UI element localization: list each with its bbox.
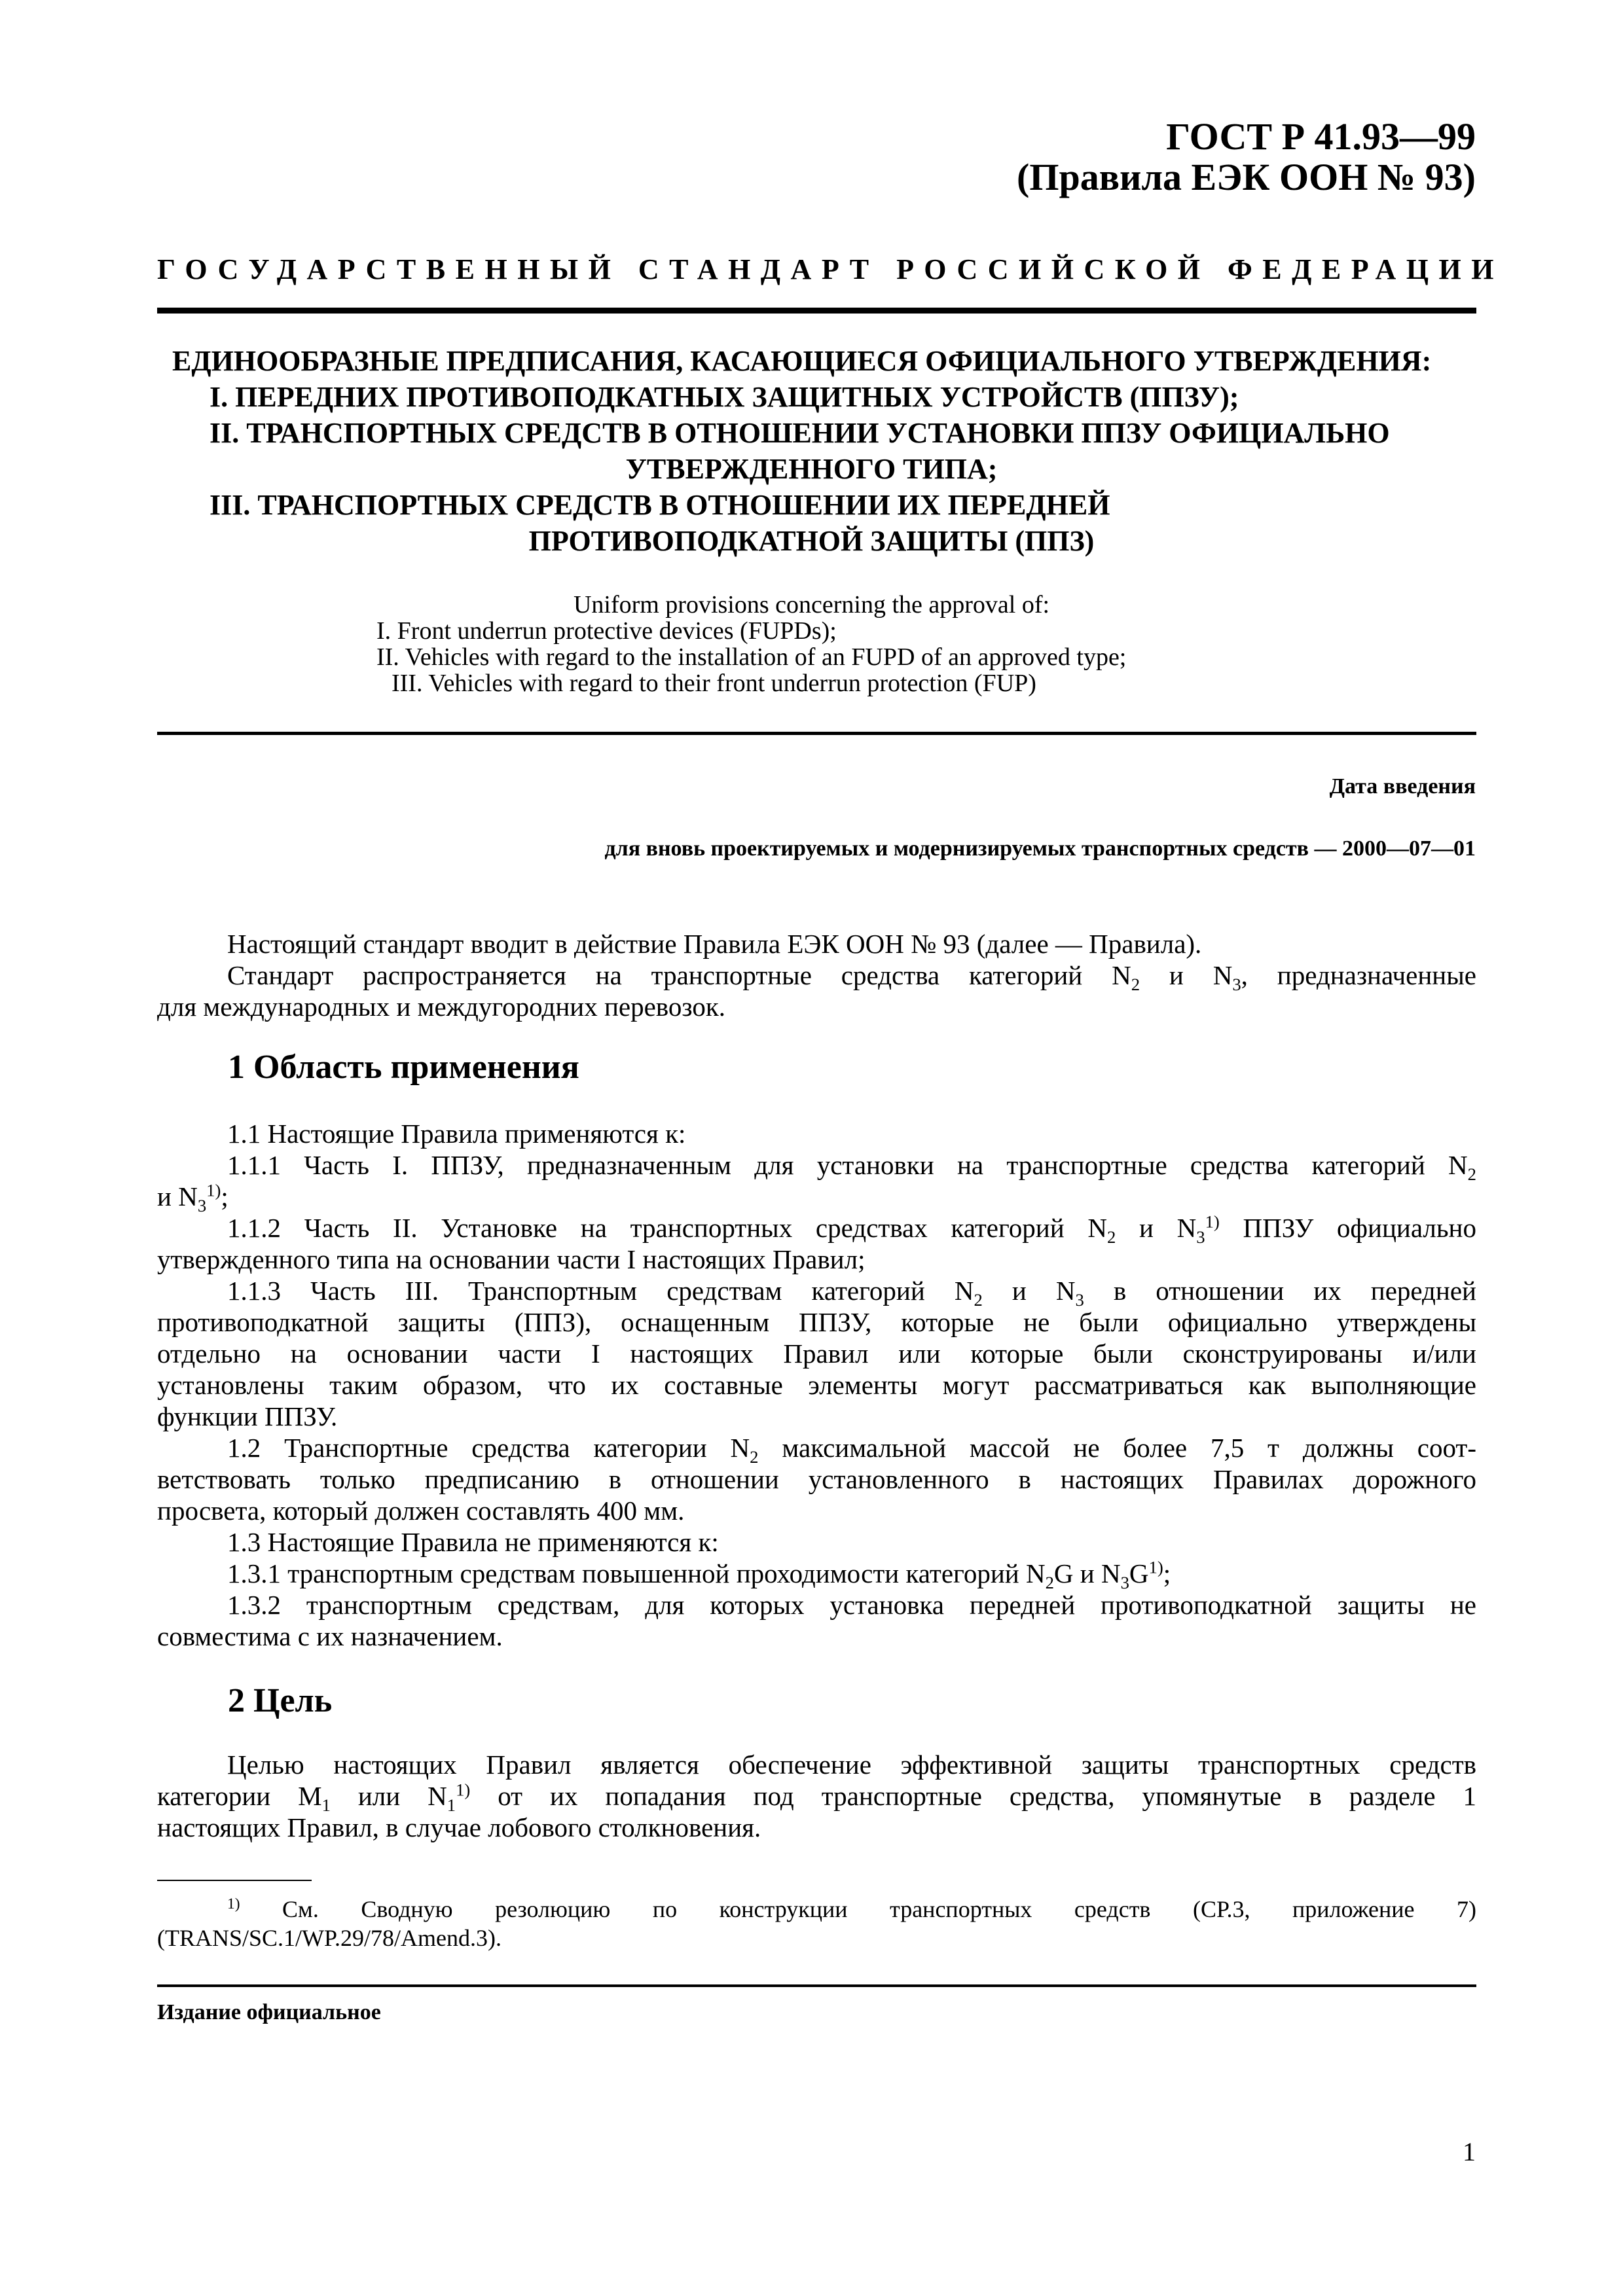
- clause-1-2-line2: ветствовать только предписанию в отношении установленного в настоящих Правилах дорожного: [157, 1464, 1476, 1494]
- title-ru-line: II. ТРАНСПОРТНЫХ СРЕДСТВ В ОТНОШЕНИИ УСТАНОВКИ ППЗУ ОФИЦИАЛЬНО: [210, 417, 1390, 449]
- clause-1-1-3: 1.1.3 Часть III. Транспортным средствам категорий $N_2$ и $N_3$ в отношении их передней: [227, 1276, 1476, 1310]
- title-ru-line: III. ТРАНСПОРТНЫХ СРЕДСТВ В ОТНОШЕНИИ ИХ ПЕРЕДНЕЙ: [210, 489, 1110, 521]
- clause-1-1-1-line2: и $N_3^{1)}$;: [157, 1180, 228, 1216]
- clause-1-1: 1.1 Настоящие Правила применяются к:: [227, 1119, 686, 1149]
- clause-1-1-2: 1.1.2 Часть II. Установке на транспортных средствах категорий $N_2$ и $N_3^{1)}$ ППЗУ официально: [227, 1211, 1476, 1247]
- top-divider: [157, 308, 1476, 314]
- clause-1-3-1: 1.3.1 транспортным средствам повышенной проходимости категорий $N_2G$ и $N_3G^{1)}$;: [227, 1557, 1171, 1593]
- clause-1-1-3-line3: отдельно на основании части I настоящих Правил или которые были сконструированы и/или: [157, 1338, 1476, 1369]
- purpose-line3: настоящих Правил, в случае лобового столкновения.: [157, 1812, 761, 1842]
- clause-1-3: 1.3 Настоящие Правила не применяются к:: [227, 1527, 719, 1557]
- clause-1-2-line3: просвета, который должен составлять 400 мм.: [157, 1496, 685, 1526]
- intro-paragraphs: [157, 928, 1476, 1022]
- title-ru-line: УТВЕРЖДЕННОГО ТИПА;: [625, 453, 998, 485]
- clause-1-3-2: 1.3.2 транспортным средствам, для которых установка передней противоподкатной защиты не: [227, 1590, 1476, 1620]
- title-en-line: Uniform provisions concerning the approval of:: [573, 591, 1050, 619]
- title-en-line: II. Vehicles with regard to the installation of an FUPD of an approved type;: [376, 643, 1127, 671]
- footnote: [157, 1895, 1476, 1952]
- title-ru-line: ЕДИНООБРАЗНЫЕ ПРЕДПИСАНИЯ, КАСАЮЩИЕСЯ ОФИЦИАЛЬНОГО УТВЕРЖДЕНИЯ:: [172, 345, 1432, 377]
- clause-1-1-3-line5: функции ППЗУ.: [157, 1401, 338, 1431]
- footnote-divider: [157, 1880, 312, 1881]
- intro-date-line: для вновь проектируемых и модернизируемых транспортных средств — 2000—07—01: [604, 836, 1476, 861]
- intro-date-label: Дата введения: [1329, 774, 1476, 798]
- intro-p2: Стандарт распространяется на транспортные средства категорий $N_2$ и $N_3$, предназначенные: [227, 960, 1476, 995]
- footnote-line1: $^{1)}$ См. Сводную резолюцию по конструкции транспортных средств (СР.3, приложение 7): [227, 1895, 1476, 1922]
- title-divider: [157, 732, 1476, 735]
- title-en-line: III. Vehicles with regard to their front underrun protection (FUP): [392, 670, 1036, 697]
- purpose-line2: категории $M_1$ или $N_1^{1)}$ от их попадания под транспортные средства, упомянутые в разделе 1: [157, 1780, 1476, 1816]
- title-ru-line: I. ПЕРЕДНИХ ПРОТИВОПОДКАТНЫХ ЗАЩИТНЫХ УСТРОЙСТВ (ППЗУ);: [210, 381, 1239, 413]
- clause-1-3-2-line2: совместима с их назначением.: [157, 1621, 503, 1651]
- section-heading: 1 Область применения: [228, 1049, 579, 1086]
- clause-1-1-3-line4: установлены таким образом, что их составные элементы могут рассматриваться как выполняющие: [157, 1370, 1476, 1400]
- section1-body: [157, 1118, 1476, 1652]
- clause-1-1-2-line2: утвержденного типа на основании части I настоящих Правил;: [157, 1244, 866, 1274]
- bottom-divider: [157, 1984, 1476, 1987]
- intro-p2-line2: для международных и междугородних перевозок.: [157, 992, 725, 1022]
- rules-reference: (Правила ЕЭК ООН № 93): [1017, 156, 1476, 198]
- title-en-line: I. Front underrun protective devices (FUPDs);: [376, 617, 837, 645]
- clause-1-1-1: 1.1.1 Часть I. ППЗУ, предназначенным для установки на транспортные средства категорий $N_2$: [227, 1150, 1476, 1185]
- purpose-line1: Целью настоящих Правил является обеспечение эффективной защиты транспортных средств: [227, 1749, 1476, 1780]
- intro-p1: Настоящий стандарт вводит в действие Правила ЕЭК ООН № 93 (далее — Правила).: [227, 929, 1202, 959]
- standard-code: ГОСТ Р 41.93—99: [1166, 115, 1476, 158]
- footnote-mark: 1): [227, 1895, 240, 1912]
- edition-label: Издание официальное: [157, 2000, 381, 2024]
- title-ru-line: ПРОТИВОПОДКАТНОЙ ЗАЩИТЫ (ППЗ): [528, 525, 1095, 557]
- state-standard-title: ГОСУДАРСТВЕННЫЙ СТАНДАРТ РОССИЙСКОЙ ФЕДЕРАЦИИ: [157, 253, 1504, 285]
- section2-body: [157, 1749, 1476, 1843]
- page-number: 1: [1463, 2137, 1476, 2166]
- footnote-line2: (TRANS/SC.1/WP.29/78/Amend.3).: [157, 1925, 502, 1951]
- clause-1-1-3-line2: противоподкатной защиты (ППЗ), оснащенным ППЗУ, которые не были официально утверждены: [157, 1307, 1476, 1337]
- section-heading: 2 Цель: [228, 1682, 333, 1719]
- clause-1-2: 1.2 Транспортные средства категории $N_2$ максимальной массой не более 7,5 т должны соот-: [227, 1433, 1476, 1467]
